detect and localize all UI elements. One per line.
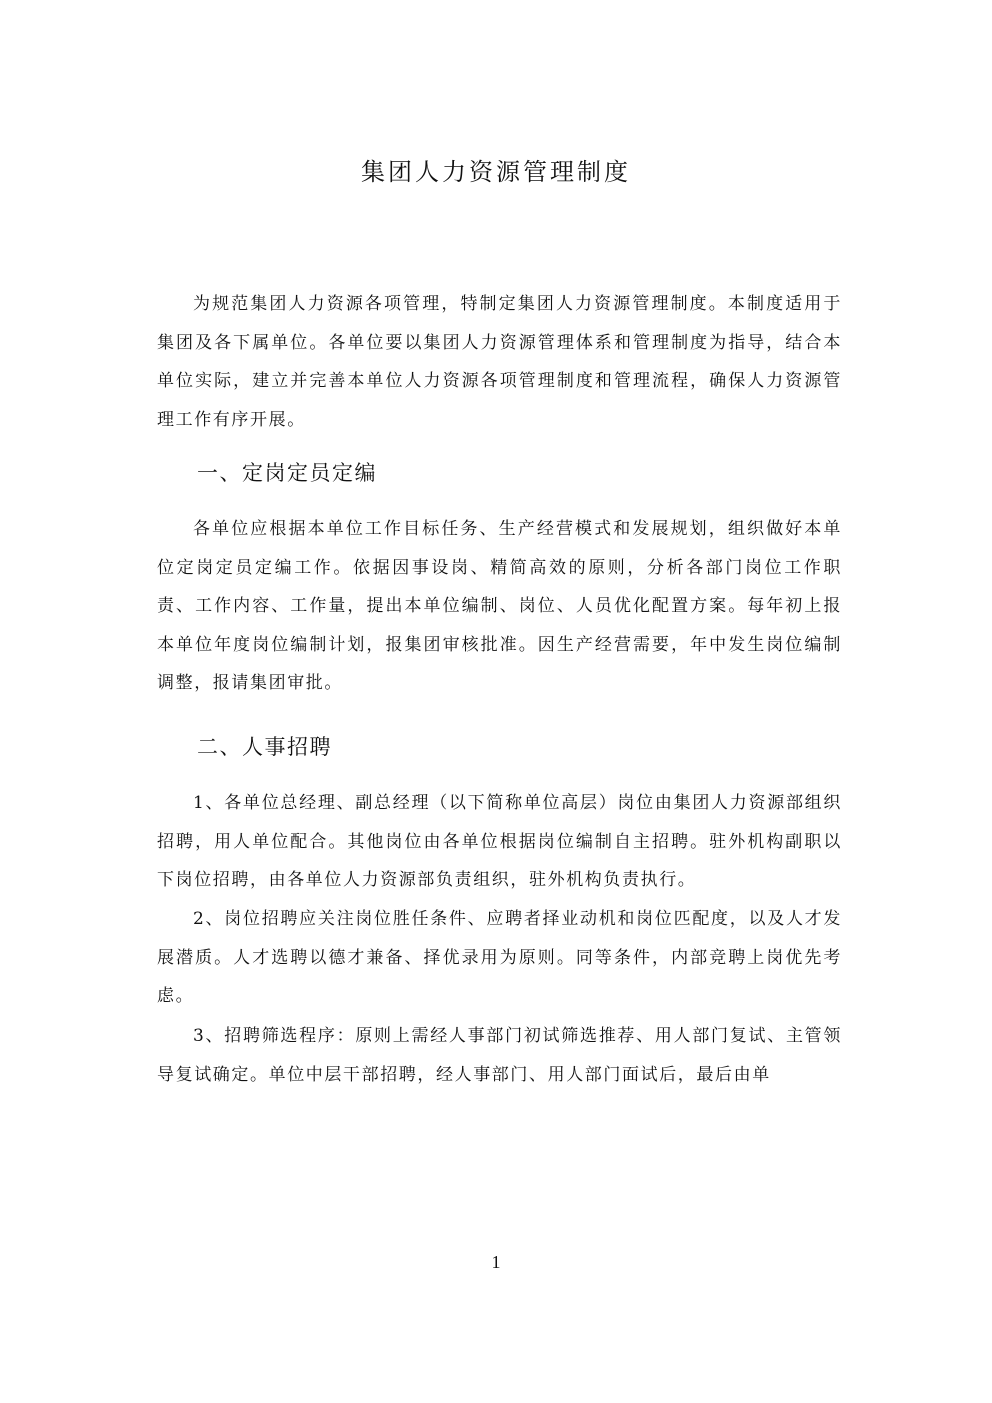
section-heading-staffing: 一、定岗定员定编 [197,461,377,485]
page-number: 1 [491,1252,501,1272]
document-title: 集团人力资源管理制度 [361,158,631,186]
recruitment-paragraph-2: 2、岗位招聘应关注岗位胜任条件、应聘者择业动机和岗位匹配度，以及人才发展潜质。人才选聘以德才兼备、择优录用为原则。同等条件，内部竞聘上岗优先考虑。 [157,909,842,1007]
recruitment-paragraph-1: 1、各单位总经理、副总经理（以下简称单位高层）岗位由集团人力资源部组织招聘，用人单位配合。其他岗位由各单位根据岗位编制自主招聘。驻外机构副职以下岗位招聘，由各单位人力资源部负责组织，驻外机构负责执行。 [157,793,842,891]
staffing-paragraph: 各单位应根据本单位工作目标任务、生产经营模式和发展规划，组织做好本单位定岗定员定编工作。依据因事设岗、精简高效的原则，分析各部门岗位工作职责、工作内容、工作量，提出本单位编制、岗位、人员优化配置方案。每年初上报本单位年度岗位编制计划，报集团审核批准。因生产经营需要，年中发生岗位编制调整，报请集团审批。 [157,519,842,694]
recruitment-paragraph-3: 3、招聘筛选程序：原则上需经人事部门初试筛选推荐、用人部门复试、主管领导复试确定。单位中层干部招聘，经人事部门、用人部门面试后，最后由单 [157,1026,842,1085]
intro-paragraph: 为规范集团人力资源各项管理，特制定集团人力资源管理制度。本制度适用于集团及各下属单位。各单位要以集团人力资源管理体系和管理制度为指导，结合本单位实际，建立并完善本单位人力资源各项管理制度和管理流程，确保人力资源管理工作有序开展。 [157,294,842,430]
section-heading-recruitment: 二、人事招聘 [197,735,332,759]
